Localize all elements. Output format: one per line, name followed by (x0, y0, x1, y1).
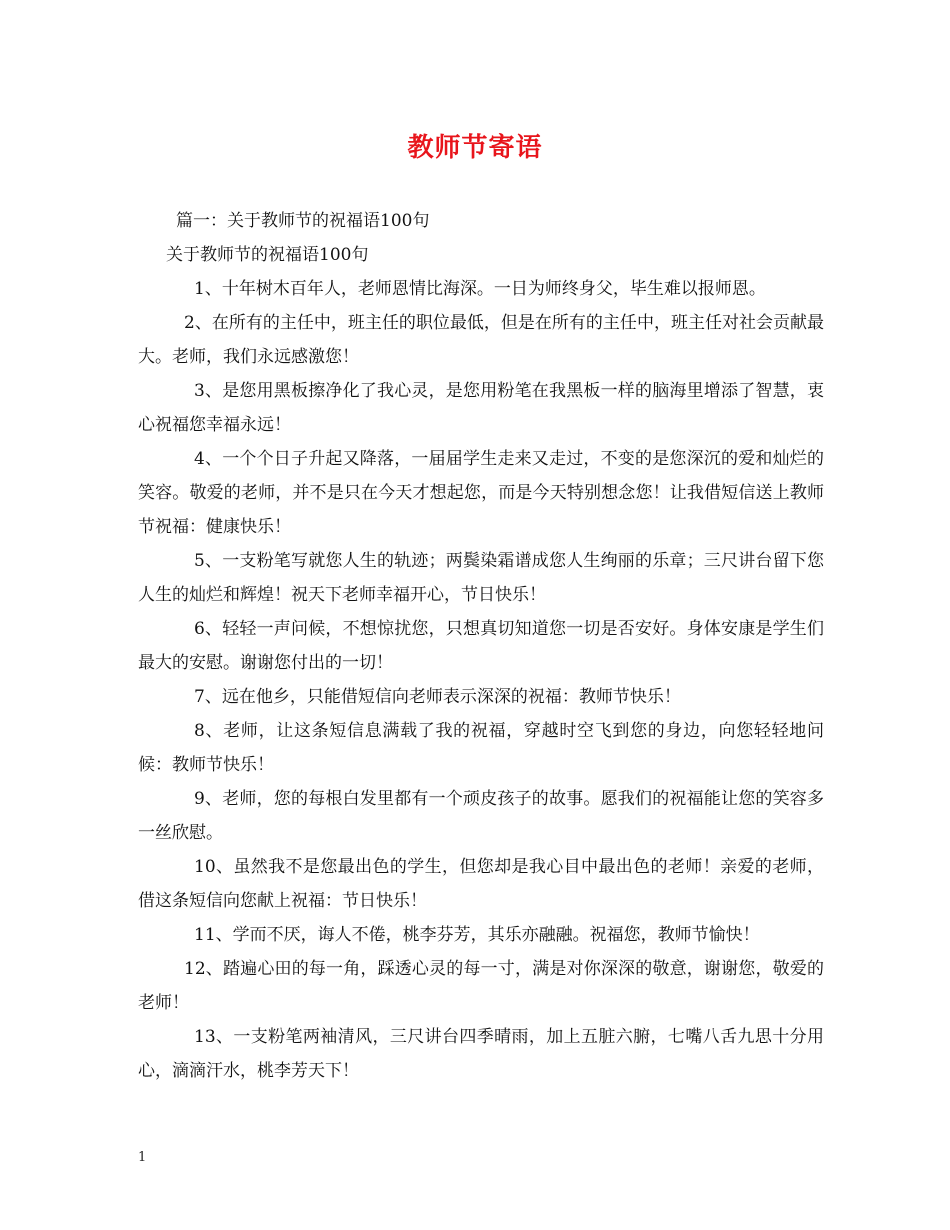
paragraph-6: 6、轻轻一声问候，不想惊扰您，只想真切知道您一切是否安好。身体安康是学生们最大的安慰。谢谢您付出的一切！ (138, 619, 824, 673)
paragraph-10: 10、虽然我不是您最出色的学生，但您却是我心目中最出色的老师！亲爱的老师，借这条短信向您献上祝福：节日快乐！ (138, 857, 824, 911)
paragraph-9: 9、老师，您的每根白发里都有一个顽皮孩子的故事。愿我们的祝福能让您的笑容多一丝欣慰。 (138, 789, 824, 843)
paragraph-12: 12、踏遍心田的每一角，踩透心灵的每一寸，满是对你深深的敬意，谢谢您，敬爱的老师！ (138, 959, 824, 1013)
section-heading: 篇一：关于教师节的祝福语100句 (176, 211, 430, 231)
page-number: 1 (138, 1150, 147, 1165)
paragraph-7: 7、远在他乡，只能借短信向老师表示深深的祝福：教师节快乐！ (194, 687, 681, 707)
paragraph-8: 8、老师，让这条短信息满载了我的祝福，穿越时空飞到您的身边，向您轻轻地问候：教师节快乐！ (138, 721, 824, 775)
paragraph-11: 11、学而不厌，诲人不倦，桃李芬芳，其乐亦融融。祝福您，教师节愉快！ (194, 925, 760, 945)
sub-heading: 关于教师节的祝福语100句 (166, 245, 369, 265)
paragraph-3: 3、是您用黑板擦净化了我心灵，是您用粉笔在我黑板一样的脑海里增添了智慧，衷心祝福您幸福永远！ (138, 381, 824, 435)
paragraph-4: 4、一个个日子升起又降落，一届届学生走来又走过，不变的是您深沉的爱和灿烂的笑容。敬爱的老师，并不是只在今天才想起您，而是今天特别想念您！让我借短信送上教师节祝福：健康快乐！ (138, 449, 824, 537)
paragraph-5: 5、一支粉笔写就您人生的轨迹；两鬓染霜谱成您人生绚丽的乐章；三尺讲台留下您人生的灿烂和辉煌！祝天下老师幸福开心，节日快乐！ (138, 551, 824, 605)
document-title: 教师节寄语 (407, 133, 543, 163)
document-body (138, 204, 824, 1088)
paragraph-1: 1、十年树木百年人，老师恩情比海深。一日为师终身父，毕生难以报师恩。 (194, 279, 766, 299)
paragraph-2: 2、在所有的主任中，班主任的职位最低，但是在所有的主任中，班主任对社会贡献最大。老师，我们永远感激您！ (138, 313, 824, 367)
paragraph-13: 13、一支粉笔两袖清风，三尺讲台四季晴雨，加上五脏六腑，七嘴八舌九思十分用心，滴滴汗水，桃李芳天下！ (138, 1027, 824, 1081)
